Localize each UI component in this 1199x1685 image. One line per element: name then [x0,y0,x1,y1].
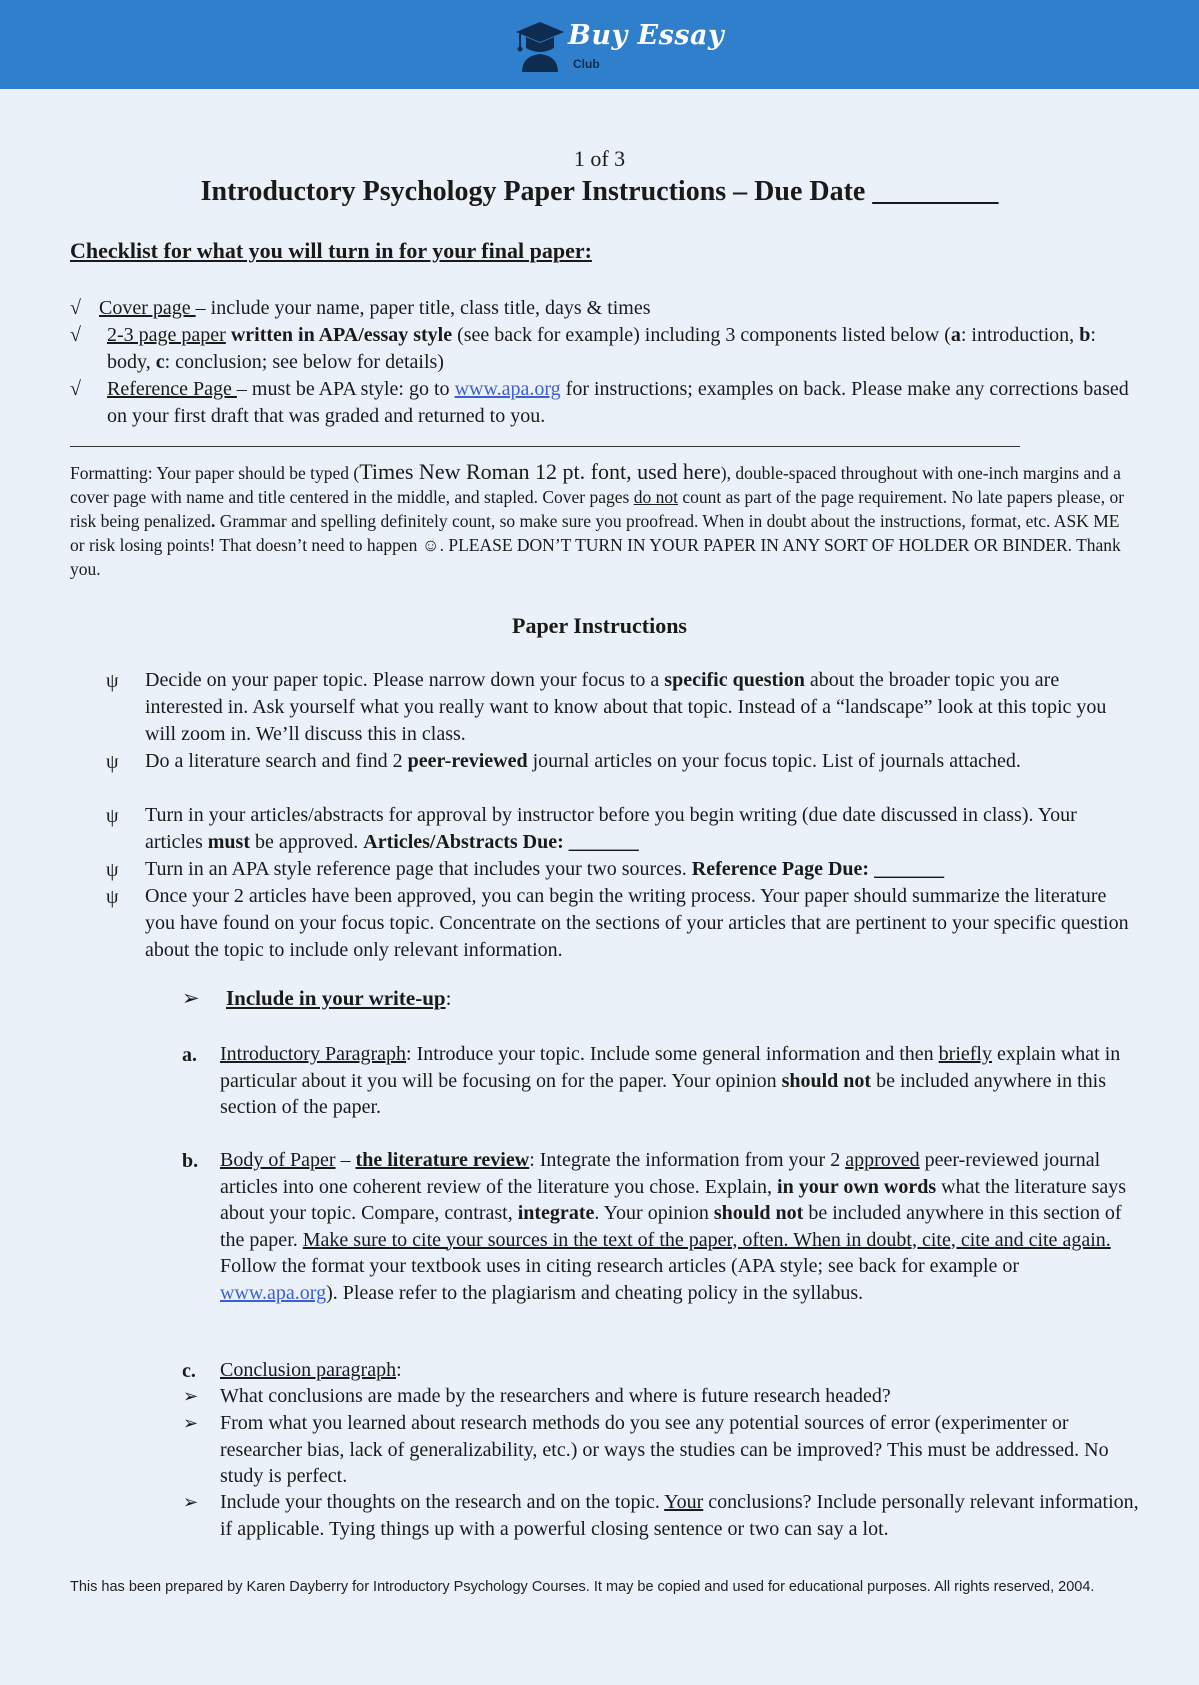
section-letter-b: b. [182,1150,199,1172]
component-c: c [155,351,165,373]
check-mark-icon: √ [70,378,81,400]
arrow-bullet-icon: ➢ [183,1492,199,1512]
paper-text: : body, [107,324,1096,373]
body-text: be included anywhere in this section of the paper. [220,1202,1122,1251]
approved-text: approved [845,1149,920,1171]
instruction-item [145,802,1135,856]
conclusion-heading [220,1357,1140,1384]
document-title: Introductory Psychology Paper Instructions – Due Date _________ [200,176,999,207]
literature-review-text: the literature review [355,1149,530,1171]
check-mark-icon: √ [70,297,81,319]
footer-note: This has been prepared by Karen Dayberry for Introductory Psychology Courses. It may be copied and used for educational purposes. All rights reserved, 2004. [70,1579,1095,1595]
formatting-text: ), double-spaced throughout with one-inch margins and a cover page with name and title centered in the middle, and stapled. Cover pages [70,463,1121,507]
paper-style: written in APA/essay style [225,324,453,346]
formatting-text: Formatting: Your paper should be typed ( [70,463,360,483]
body-text: peer-reviewed journal articles into one coherent review of the literature you chose. Explain, [220,1149,1101,1198]
paper-text: (see back for example) including 3 components listed below ( [452,324,951,346]
psi-bullet-icon: ψ [106,805,119,827]
writeup-heading [182,986,451,1011]
do-not-text: do not [633,487,678,507]
instruction-text: Turn in your articles/abstracts for approval by instructor before you begin writing (due date discussed in class). Your articles [145,804,1077,853]
paper-text: : introduction, [960,324,1080,346]
instruction-bold: specific question [664,669,805,691]
conclusion-label: Conclusion paragraph [220,1359,397,1381]
section-letter-c: c. [182,1360,196,1382]
instruction-bold: peer-reviewed [407,750,528,772]
instruction-item [145,667,1135,748]
cover-page-text: – include your name, paper title, class title, days & times [195,297,651,319]
body-text: . Your opinion [594,1202,714,1224]
body-text: ). Please refer to the plagiarism and cheating policy in the syllabus. [326,1281,864,1304]
section-letter-a: a. [182,1044,197,1066]
body-bold: in your own words [777,1175,937,1198]
instruction-text: Turn in an APA style reference page that includes your two sources. [145,858,692,880]
body-bold: integrate [517,1202,595,1224]
instruction-item [145,883,1135,964]
formatting-text: Grammar and spelling definitely count, so make sure you proofread. When in doubt about the instructions, format, etc. ASK ME or risk losing points! That doesn’t need to happen ☺. PLEASE DON’T TURN IN YOUR PAPER IN ANY SORT OF HOLDER OR BINDER. Thank you. [70,511,1121,579]
body-dash: – [335,1149,356,1171]
writeup-heading-text: Include in your write-up [226,986,446,1010]
formatting-note [70,460,1136,581]
apa-link[interactable]: www.apa.org [454,378,561,400]
conclusion-item: From what you learned about research methods do you see any potential sources of error (experimenter or researcher bias, lack of generalizability, etc.) or ways the studies can be improved? This must be addressed. No study is perfect. [220,1412,1109,1487]
conclusion-colon: : [396,1359,402,1381]
instruction-bold: must [207,831,250,853]
font-note: Times New Roman 12 pt. font, used here [359,459,721,484]
cite-sources-text: Make sure to cite your sources in the text of the paper, often. When in doubt, cite, cite and cite again. [302,1228,1111,1251]
instruction-item [145,748,1135,775]
component-a: a [950,324,961,346]
divider [70,446,1020,447]
intro-label: Introductory Paragraph [220,1043,407,1065]
paper-instructions-title: Paper Instructions [512,613,687,638]
check-mark-icon: √ [70,324,81,346]
instruction-text: Once your 2 articles have been approved, you can begin the writing process. Your paper should summarize the literature you have found on your focus topic. Concentrate on the sections of your articles that are pertinent to your specific question about the topic to include only relevant information. [145,885,1129,961]
header-banner [0,0,1199,89]
instruction-text: be approved. [249,831,364,853]
page-number: 1 of 3 [573,146,626,171]
intro-text: explain what in particular about it you will be focusing on for the paper. Your opinion [220,1043,1121,1092]
briefly-text: briefly [938,1043,992,1065]
your-text: Your [664,1491,704,1513]
apa-link[interactable]: www.apa.org [220,1281,327,1304]
reference-due: Reference Page Due: _______ [691,858,945,880]
body-text: Follow the format your textbook uses in citing research articles (APA style; see back for example or [220,1255,1020,1277]
brand-logo[interactable] [512,16,725,76]
conclusion-item [220,1489,1140,1542]
reference-text: – must be APA style: go to [236,378,455,400]
body-paragraph-section [220,1147,1140,1306]
intro-text: : Introduce your topic. Include some general information and then [406,1043,939,1065]
arrow-bullet-icon: ➢ [183,1386,199,1406]
instruction-text: about the broader topic you are interested in. Ask yourself what you really want to know about that topic. Instead of a “landscape” look at this topic you will zoom in. We’ll discuss this in class. [145,669,1107,745]
psi-bullet-icon: ψ [106,670,119,692]
brand-name: Buy Essay [568,20,725,51]
brand-sub: Club [573,57,600,71]
conclusion-item: What conclusions are made by the researchers and where is future research headed? [220,1385,891,1407]
cover-page-label: Cover page [99,297,196,319]
intro-paragraph-section [220,1041,1140,1121]
body-bold: should not [713,1202,804,1224]
formatting-period: . [210,511,216,531]
reference-page-label: Reference Page [107,378,237,400]
psi-bullet-icon: ψ [106,751,119,773]
graduation-cap-icon [512,18,568,72]
intro-text: be included anywhere in this section of the paper. [220,1069,1107,1118]
formatting-text: count as part of the page requirement. No late papers please, or risk being penalized [70,487,1125,531]
instruction-text: journal articles on your focus topic. List of journals attached. [527,750,1021,772]
paper-label: 2-3 page paper [107,324,226,346]
reference-text: for instructions; examples on back. Please make any corrections based on your first draft that was graded and returned to you. [107,378,1129,427]
articles-due: Articles/Abstracts Due: _______ [363,831,639,853]
checklist-heading: Checklist for what you will turn in for your final paper: [70,238,592,263]
instruction-text: Do a literature search and find 2 [145,750,408,772]
paper-text: : conclusion; see below for details) [164,351,444,373]
arrow-bullet-icon: ➢ [183,1413,199,1433]
psi-bullet-icon: ψ [106,859,119,881]
component-b: b [1079,324,1091,346]
body-text: what the literature says about your topic. Compare, contrast, [220,1175,1127,1224]
writeup-colon: : [445,986,452,1010]
conclusion-text: conclusions? Include personally relevant information, if applicable. Tying things up with a powerful closing sentence or two can say a lot. [220,1491,1139,1540]
instruction-item [145,856,1135,883]
should-not-text: should not [781,1069,872,1092]
instruction-text: Decide on your paper topic. Please narrow down your focus to a [145,669,665,691]
conclusion-text: Include your thoughts on the research and on the topic. [220,1491,665,1513]
arrow-bullet-icon: ➢ [182,986,200,1010]
body-label: Body of Paper [220,1149,336,1171]
body-text: : Integrate the information from your 2 [529,1149,846,1171]
psi-bullet-icon: ψ [106,886,119,908]
